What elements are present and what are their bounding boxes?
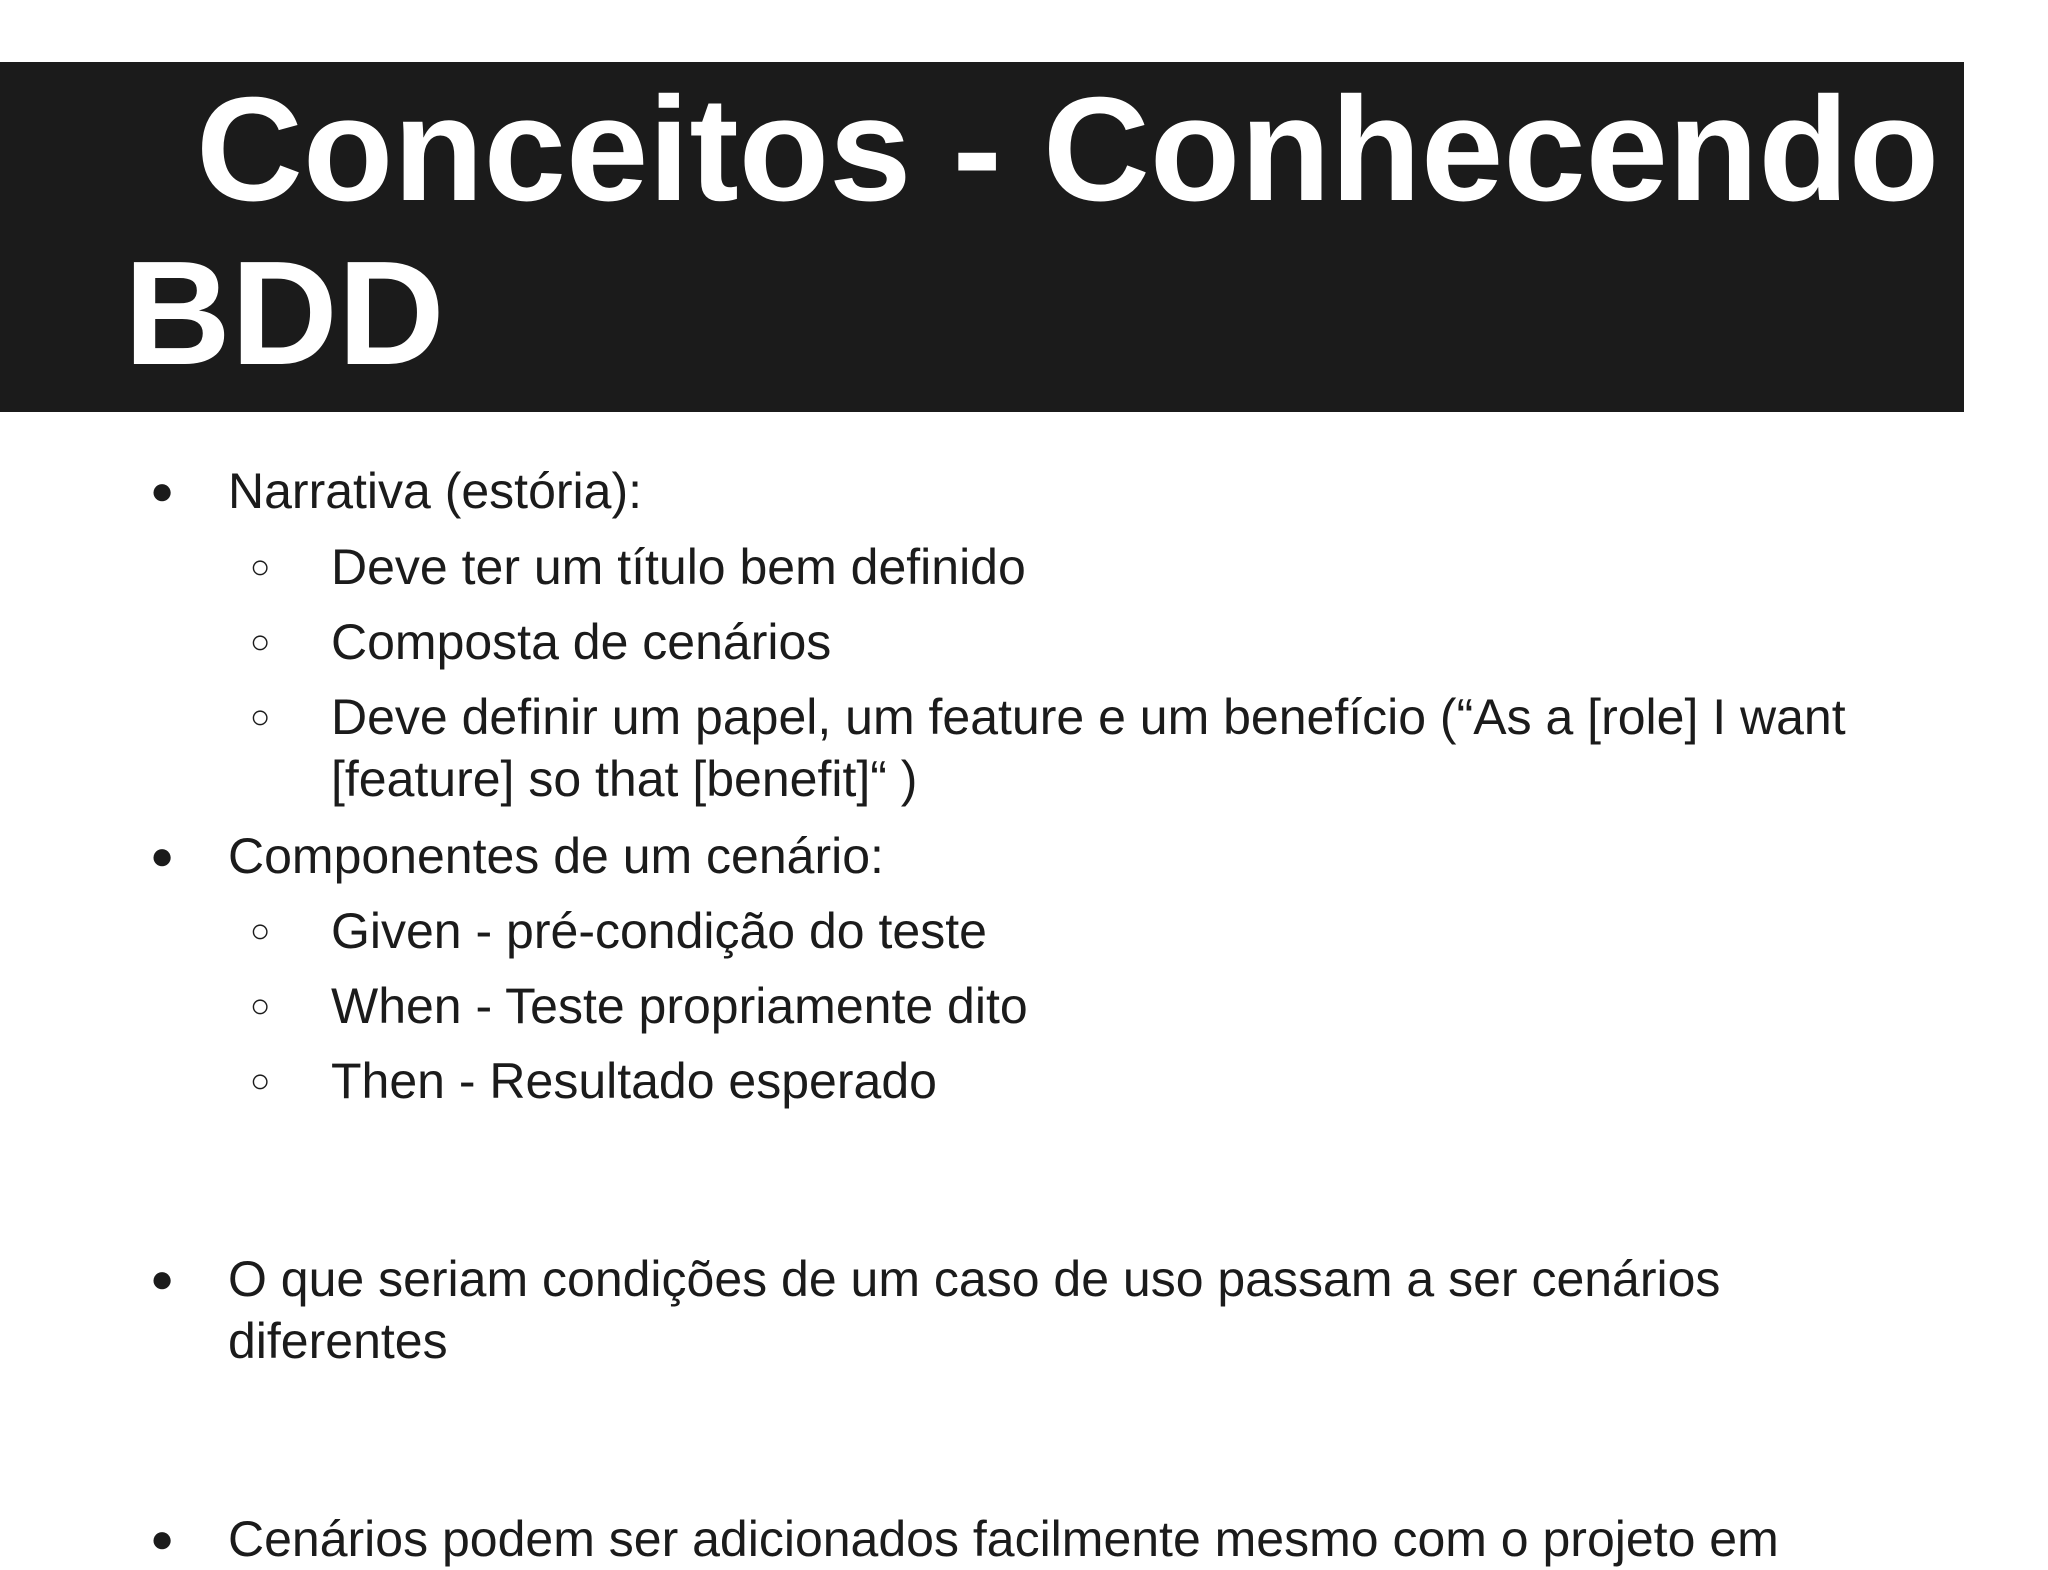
bullet-marker: ● xyxy=(150,834,175,878)
bullet-text: Componentes de um cenário: xyxy=(228,828,884,884)
sub-bullet-then xyxy=(250,1050,1951,1112)
bullet-text: Narrativa (estória): xyxy=(228,463,642,519)
bullet-componentes xyxy=(150,825,1928,887)
sub-bullet-titulo xyxy=(250,536,1951,598)
sub-bullet-marker: ○ xyxy=(250,987,271,1025)
sub-bullet-when xyxy=(250,975,1951,1037)
sub-bullet-marker: ○ xyxy=(250,548,271,586)
bullet-text: O que seriam condições de um caso de uso passam a ser cenários diferentes xyxy=(228,1251,1721,1369)
bullet-narrativa xyxy=(150,460,1928,522)
sub-bullet-papel-feature-beneficio xyxy=(250,686,1951,810)
sub-bullet-marker: ○ xyxy=(250,623,271,661)
sub-bullet-marker: ○ xyxy=(250,1062,271,1100)
sub-bullet-given xyxy=(250,900,1951,962)
sub-bullet-text: Deve ter um título bem definido xyxy=(331,539,1026,595)
sub-bullet-marker: ○ xyxy=(250,698,271,736)
sub-bullet-marker: ○ xyxy=(250,912,271,950)
sub-bullet-text: Composta de cenários xyxy=(331,614,832,670)
slide-title-line-2: BDD xyxy=(124,231,445,396)
sub-bullet-text: Then - Resultado esperado xyxy=(331,1053,937,1109)
sub-bullet-text: Deve definir um papel, um feature e um benefício (“As a [role] I want [feature] so that [benefit]“ ) xyxy=(331,689,1846,807)
sub-bullet-text: Given - pré-condição do teste xyxy=(331,903,987,959)
bullet-marker: ● xyxy=(150,1517,175,1561)
slide-title-line-1: Conceitos - Conhecendo xyxy=(196,67,1940,232)
bullet-condicoes-cenarios xyxy=(150,1248,1928,1372)
bullet-text: Cenários podem ser adicionados facilmente mesmo com o projeto em xyxy=(228,1511,1779,1567)
bullet-marker: ● xyxy=(150,1257,175,1301)
sub-bullet-cenarios xyxy=(250,611,1951,673)
sub-bullet-text: When - Teste propriamente dito xyxy=(331,978,1028,1034)
bullet-cenarios-adicionados xyxy=(150,1508,1928,1570)
bullet-marker: ● xyxy=(150,469,175,513)
